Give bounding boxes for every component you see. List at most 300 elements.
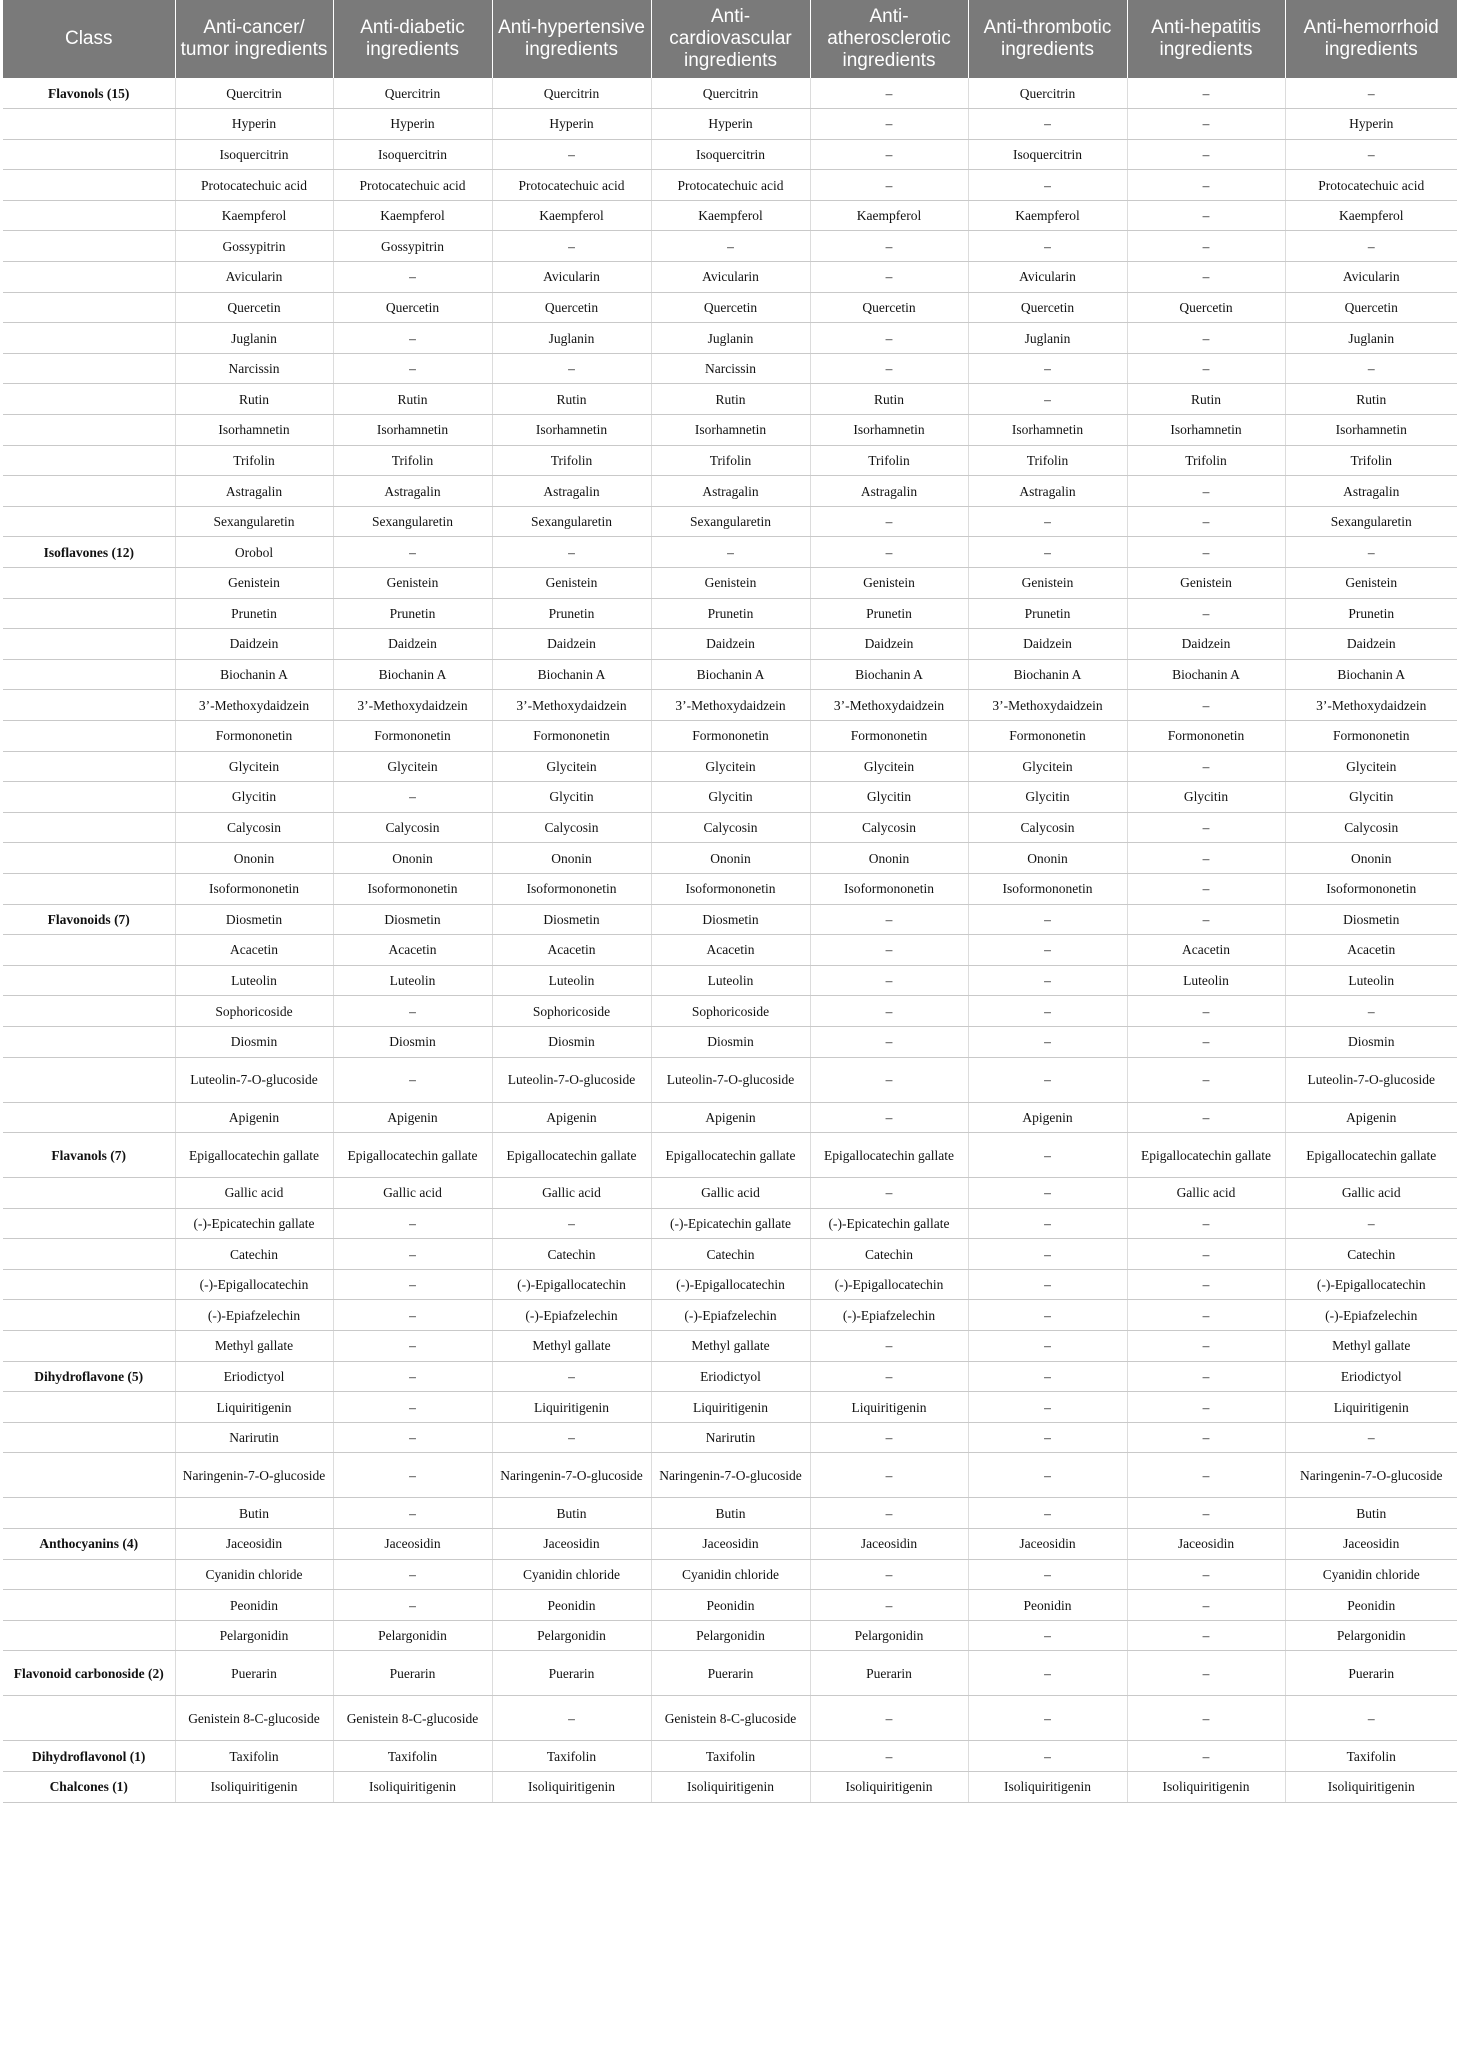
ingredient-cell: Quercetin <box>1127 292 1285 323</box>
ingredient-cell: Avicularin <box>1285 262 1457 293</box>
ingredient-cell: – <box>1127 1361 1285 1392</box>
ingredient-cell: Diosmetin <box>175 904 333 935</box>
ingredient-cell: Pelargonidin <box>492 1620 651 1651</box>
ingredient-cell: (-)-Epicatechin gallate <box>651 1208 810 1239</box>
ingredient-cell: Diosmin <box>492 1026 651 1057</box>
ingredient-cell: Kaempferol <box>968 200 1127 231</box>
table-row <box>3 353 1457 384</box>
ingredient-cell: Calycosin <box>1285 812 1457 843</box>
ingredient-cell: Quercetin <box>492 292 651 323</box>
ingredient-cell: Taxifolin <box>492 1741 651 1772</box>
table-row <box>3 1178 1457 1209</box>
ingredient-cell: – <box>810 231 968 262</box>
class-cell <box>3 292 175 323</box>
ingredient-cell: Pelargonidin <box>333 1620 492 1651</box>
ingredient-cell: – <box>968 1361 1127 1392</box>
ingredient-cell: – <box>651 537 810 568</box>
ingredient-cell: – <box>1127 904 1285 935</box>
ingredient-cell: Peonidin <box>1285 1590 1457 1621</box>
ingredient-cell: Protocatechuic acid <box>651 170 810 201</box>
ingredient-cell: Biochanin A <box>1127 659 1285 690</box>
ingredient-cell: – <box>1127 598 1285 629</box>
ingredient-cell: Genistein <box>1285 568 1457 599</box>
column-header: Class <box>3 0 175 78</box>
ingredient-cell: Protocatechuic acid <box>175 170 333 201</box>
ingredient-cell: Rutin <box>333 384 492 415</box>
ingredient-cell: – <box>1285 1208 1457 1239</box>
ingredient-cell: – <box>968 1422 1127 1453</box>
ingredient-cell: Methyl gallate <box>492 1331 651 1362</box>
ingredient-cell: Epigallocatechin gallate <box>175 1133 333 1178</box>
table-row <box>3 812 1457 843</box>
ingredient-cell: – <box>1127 1741 1285 1772</box>
ingredient-cell: Astragalin <box>810 476 968 507</box>
table-row <box>3 751 1457 782</box>
ingredient-cell: Formononetin <box>968 720 1127 751</box>
ingredient-cell: Hyperin <box>333 109 492 140</box>
class-cell <box>3 476 175 507</box>
ingredient-cell: Ononin <box>333 843 492 874</box>
class-cell <box>3 1300 175 1331</box>
ingredient-cell: – <box>810 1453 968 1498</box>
ingredient-cell: Isorhamnetin <box>810 415 968 446</box>
ingredient-cell: Daidzein <box>810 629 968 660</box>
ingredient-cell: – <box>1127 690 1285 721</box>
ingredient-cell: Rutin <box>1285 384 1457 415</box>
ingredient-cell: – <box>333 1590 492 1621</box>
ingredient-cell: Catechin <box>810 1239 968 1270</box>
ingredient-cell: Astragalin <box>651 476 810 507</box>
ingredient-cell: – <box>333 1392 492 1423</box>
ingredient-cell: Sexangularetin <box>175 506 333 537</box>
ingredient-cell: Acacetin <box>651 935 810 966</box>
column-header: Anti-cardiovascular ingredients <box>651 0 810 78</box>
table-row <box>3 445 1457 476</box>
ingredient-cell: – <box>968 353 1127 384</box>
ingredient-cell: Naringenin-7-O-glucoside <box>1285 1453 1457 1498</box>
table-row <box>3 1102 1457 1133</box>
class-cell <box>3 568 175 599</box>
ingredient-cell: Sexangularetin <box>333 506 492 537</box>
ingredient-cell: Naringenin-7-O-glucoside <box>175 1453 333 1498</box>
ingredient-cell: (-)-Epicatechin gallate <box>810 1208 968 1239</box>
table-row <box>3 1239 1457 1270</box>
ingredient-cell: Glycitein <box>968 751 1127 782</box>
ingredient-cell: Puerarin <box>1285 1651 1457 1696</box>
ingredient-cell: – <box>810 537 968 568</box>
ingredient-cell: – <box>968 1178 1127 1209</box>
ingredient-cell: Protocatechuic acid <box>492 170 651 201</box>
ingredient-cell: Glycitin <box>968 782 1127 813</box>
ingredient-cell: – <box>492 1361 651 1392</box>
class-cell: Flavonoids (7) <box>3 904 175 935</box>
class-cell <box>3 384 175 415</box>
ingredient-cell: Jaceosidin <box>333 1529 492 1560</box>
class-cell <box>3 1102 175 1133</box>
ingredient-cell: Peonidin <box>492 1590 651 1621</box>
ingredient-cell: – <box>1127 1620 1285 1651</box>
ingredient-cell: – <box>333 1498 492 1529</box>
ingredient-cell: Ononin <box>1285 843 1457 874</box>
class-cell: Chalcones (1) <box>3 1772 175 1803</box>
ingredient-cell: Luteolin-7-O-glucoside <box>492 1057 651 1102</box>
ingredient-cell: Jaceosidin <box>968 1529 1127 1560</box>
ingredient-cell: Isoliquiritigenin <box>968 1772 1127 1803</box>
ingredient-cell: Isorhamnetin <box>175 415 333 446</box>
ingredient-cell: – <box>651 231 810 262</box>
ingredient-cell: – <box>968 1498 1127 1529</box>
ingredient-cell: Diosmin <box>1285 1026 1457 1057</box>
ingredient-cell: – <box>333 996 492 1027</box>
ingredient-cell: Hyperin <box>175 109 333 140</box>
class-cell <box>3 659 175 690</box>
class-cell: Dihydroflavonol (1) <box>3 1741 175 1772</box>
ingredient-cell: Genistein <box>175 568 333 599</box>
ingredient-cell: – <box>492 353 651 384</box>
ingredient-cell: – <box>333 537 492 568</box>
ingredient-cell: Glycitin <box>1127 782 1285 813</box>
ingredient-cell: Daidzein <box>492 629 651 660</box>
ingredient-cell: – <box>968 1300 1127 1331</box>
class-cell <box>3 1269 175 1300</box>
ingredient-cell: Quercetin <box>651 292 810 323</box>
ingredient-cell: Quercitrin <box>492 78 651 109</box>
ingredient-cell: Epigallocatechin gallate <box>651 1133 810 1178</box>
ingredient-cell: Quercetin <box>175 292 333 323</box>
ingredient-cell: – <box>968 904 1127 935</box>
table-row <box>3 1620 1457 1651</box>
table-row <box>3 415 1457 446</box>
ingredient-cell: Gallic acid <box>333 1178 492 1209</box>
ingredient-cell: – <box>968 1392 1127 1423</box>
ingredient-cell: – <box>1127 1102 1285 1133</box>
ingredient-cell: (-)-Epiafzelechin <box>175 1300 333 1331</box>
ingredient-cell: Trifolin <box>810 445 968 476</box>
ingredient-cell: Trifolin <box>1285 445 1457 476</box>
ingredient-cell: (-)-Epiafzelechin <box>1285 1300 1457 1331</box>
ingredient-cell: Liquiritigenin <box>175 1392 333 1423</box>
ingredient-cell: Avicularin <box>651 262 810 293</box>
table-row <box>3 1269 1457 1300</box>
ingredient-cell: Biochanin A <box>651 659 810 690</box>
ingredient-cell: Avicularin <box>968 262 1127 293</box>
table-row <box>3 1529 1457 1560</box>
ingredient-cell: Catechin <box>1285 1239 1457 1270</box>
ingredient-cell: – <box>1127 262 1285 293</box>
ingredient-cell: Jaceosidin <box>175 1529 333 1560</box>
ingredient-cell: Formononetin <box>810 720 968 751</box>
ingredient-cell: – <box>968 109 1127 140</box>
ingredient-cell: Protocatechuic acid <box>333 170 492 201</box>
column-header: Anti-hepatitis ingredients <box>1127 0 1285 78</box>
ingredient-cell: Daidzein <box>1127 629 1285 660</box>
ingredient-cell: – <box>492 139 651 170</box>
column-header: Anti-diabetic ingredients <box>333 0 492 78</box>
table-row <box>3 1590 1457 1621</box>
table-row <box>3 904 1457 935</box>
ingredient-cell: Kaempferol <box>333 200 492 231</box>
ingredient-cell: Isoliquiritigenin <box>333 1772 492 1803</box>
ingredient-cell: – <box>810 1102 968 1133</box>
class-cell <box>3 598 175 629</box>
class-cell <box>3 1453 175 1498</box>
ingredient-cell: Genistein <box>333 568 492 599</box>
ingredient-cell: Daidzein <box>175 629 333 660</box>
table-row <box>3 1741 1457 1772</box>
ingredient-cell: Jaceosidin <box>1285 1529 1457 1560</box>
ingredient-cell: Isoliquiritigenin <box>810 1772 968 1803</box>
ingredient-cell: Isoquercitrin <box>651 139 810 170</box>
class-cell <box>3 1392 175 1423</box>
ingredient-cell: – <box>1127 1696 1285 1741</box>
class-cell <box>3 1239 175 1270</box>
ingredient-cell: – <box>968 935 1127 966</box>
table-row <box>3 598 1457 629</box>
ingredient-cell: – <box>1127 1559 1285 1590</box>
class-cell <box>3 231 175 262</box>
ingredient-cell: – <box>1127 1269 1285 1300</box>
ingredient-cell: Daidzein <box>333 629 492 660</box>
ingredient-cell: Quercitrin <box>333 78 492 109</box>
ingredient-cell: Prunetin <box>1285 598 1457 629</box>
ingredient-cell: Formononetin <box>651 720 810 751</box>
ingredient-cell: – <box>968 1026 1127 1057</box>
ingredient-cell: Glycitein <box>333 751 492 782</box>
ingredient-cell: Peonidin <box>651 1590 810 1621</box>
ingredient-cell: Butin <box>492 1498 651 1529</box>
ingredient-cell: – <box>1127 812 1285 843</box>
ingredient-cell: – <box>1127 1651 1285 1696</box>
ingredient-cell: Biochanin A <box>810 659 968 690</box>
ingredient-cell: Trifolin <box>968 445 1127 476</box>
class-cell <box>3 262 175 293</box>
ingredient-cell: Pelargonidin <box>175 1620 333 1651</box>
ingredient-cell: Glycitein <box>175 751 333 782</box>
ingredient-cell: Jaceosidin <box>492 1529 651 1560</box>
ingredient-cell: – <box>968 537 1127 568</box>
ingredient-cell: 3’-Methoxydaidzein <box>1285 690 1457 721</box>
ingredient-cell: – <box>810 1559 968 1590</box>
ingredient-cell: – <box>1127 476 1285 507</box>
ingredient-cell: Biochanin A <box>492 659 651 690</box>
ingredient-cell: Kaempferol <box>810 200 968 231</box>
ingredient-cell: Trifolin <box>333 445 492 476</box>
ingredient-cell: – <box>968 1651 1127 1696</box>
ingredient-cell: Quercitrin <box>651 78 810 109</box>
class-cell <box>3 1178 175 1209</box>
ingredient-cell: Avicularin <box>492 262 651 293</box>
ingredient-cell: – <box>1127 1453 1285 1498</box>
table-row <box>3 1422 1457 1453</box>
ingredient-cell: – <box>810 262 968 293</box>
ingredient-cell: – <box>810 323 968 354</box>
ingredient-cell: – <box>810 1361 968 1392</box>
ingredient-cell: Hyperin <box>492 109 651 140</box>
ingredient-cell: Astragalin <box>1285 476 1457 507</box>
ingredient-cell: 3’-Methoxydaidzein <box>492 690 651 721</box>
table-row <box>3 996 1457 1027</box>
ingredient-cell: Genistein 8-C-glucoside <box>333 1696 492 1741</box>
ingredient-cell: – <box>968 996 1127 1027</box>
class-cell: Isoflavones (12) <box>3 537 175 568</box>
ingredient-cell: – <box>1127 751 1285 782</box>
ingredient-cell: Jaceosidin <box>1127 1529 1285 1560</box>
ingredient-cell: Kaempferol <box>651 200 810 231</box>
ingredient-cell: Gallic acid <box>175 1178 333 1209</box>
ingredient-cell: Isoformononetin <box>968 873 1127 904</box>
ingredient-cell: – <box>968 506 1127 537</box>
ingredient-cell: – <box>968 384 1127 415</box>
class-cell <box>3 690 175 721</box>
ingredient-cell: (-)-Epiafzelechin <box>651 1300 810 1331</box>
ingredient-cell: – <box>810 1696 968 1741</box>
ingredient-cell: – <box>968 170 1127 201</box>
ingredient-cell: Isorhamnetin <box>651 415 810 446</box>
table-row <box>3 720 1457 751</box>
ingredient-cell: Diosmin <box>651 1026 810 1057</box>
ingredient-cell: Diosmetin <box>492 904 651 935</box>
ingredient-cell: Taxifolin <box>175 1741 333 1772</box>
ingredient-cell: – <box>810 1331 968 1362</box>
ingredient-cell: – <box>810 1178 968 1209</box>
ingredient-cell: Calycosin <box>651 812 810 843</box>
table-row <box>3 537 1457 568</box>
ingredient-cell: (-)-Epigallocatechin <box>175 1269 333 1300</box>
ingredient-cell: Puerarin <box>492 1651 651 1696</box>
ingredient-cell: Gossypitrin <box>333 231 492 262</box>
ingredient-cell: Methyl gallate <box>175 1331 333 1362</box>
ingredient-cell: Isoquercitrin <box>968 139 1127 170</box>
ingredient-cell: Astragalin <box>968 476 1127 507</box>
ingredient-cell: Juglanin <box>492 323 651 354</box>
ingredient-cell: (-)-Epiafzelechin <box>810 1300 968 1331</box>
class-cell <box>3 1498 175 1529</box>
class-cell <box>3 935 175 966</box>
ingredient-cell: Isorhamnetin <box>333 415 492 446</box>
ingredient-cell: Apigenin <box>492 1102 651 1133</box>
ingredient-cell: Methyl gallate <box>651 1331 810 1362</box>
ingredient-cell: – <box>1127 139 1285 170</box>
ingredient-cell: Isoliquiritigenin <box>1285 1772 1457 1803</box>
ingredient-cell: Glycitin <box>651 782 810 813</box>
ingredient-cell: Isoformononetin <box>651 873 810 904</box>
ingredients-table-container <box>3 0 1457 1803</box>
class-cell <box>3 1559 175 1590</box>
ingredient-cell: – <box>492 231 651 262</box>
ingredient-cell: Luteolin <box>651 965 810 996</box>
table-row <box>3 935 1457 966</box>
table-row <box>3 1772 1457 1803</box>
table-row <box>3 1392 1457 1423</box>
ingredient-cell: Formononetin <box>1127 720 1285 751</box>
ingredient-cell: – <box>333 1361 492 1392</box>
ingredient-cell: Juglanin <box>1285 323 1457 354</box>
table-header <box>3 0 1457 78</box>
ingredient-cell: – <box>333 782 492 813</box>
ingredient-cell: Eriodictyol <box>175 1361 333 1392</box>
ingredient-cell: Luteolin-7-O-glucoside <box>175 1057 333 1102</box>
ingredient-cell: Epigallocatechin gallate <box>1285 1133 1457 1178</box>
ingredient-cell: – <box>1285 353 1457 384</box>
ingredient-cell: Isoformononetin <box>810 873 968 904</box>
class-cell <box>3 445 175 476</box>
table-row <box>3 262 1457 293</box>
ingredient-cell: Calycosin <box>492 812 651 843</box>
ingredient-cell: Apigenin <box>651 1102 810 1133</box>
ingredient-cell: Gossypitrin <box>175 231 333 262</box>
ingredient-cell: Prunetin <box>492 598 651 629</box>
ingredient-cell: Pelargonidin <box>810 1620 968 1651</box>
ingredient-cell: Gallic acid <box>492 1178 651 1209</box>
ingredient-cell: Kaempferol <box>492 200 651 231</box>
ingredient-cell: Apigenin <box>1285 1102 1457 1133</box>
ingredient-cell: – <box>492 537 651 568</box>
table-row <box>3 476 1457 507</box>
table-row <box>3 965 1457 996</box>
ingredient-cell: – <box>810 904 968 935</box>
ingredient-cell: Cyanidin chloride <box>492 1559 651 1590</box>
ingredient-cell: Rutin <box>810 384 968 415</box>
ingredient-cell: Kaempferol <box>1285 200 1457 231</box>
ingredient-cell: – <box>1127 537 1285 568</box>
table-row <box>3 843 1457 874</box>
class-cell <box>3 506 175 537</box>
class-cell <box>3 353 175 384</box>
ingredient-cell: Quercitrin <box>968 78 1127 109</box>
ingredient-cell: – <box>810 996 968 1027</box>
ingredient-cell: Apigenin <box>333 1102 492 1133</box>
ingredient-cell: (-)-Epicatechin gallate <box>175 1208 333 1239</box>
class-cell <box>3 843 175 874</box>
ingredient-cell: Naringenin-7-O-glucoside <box>651 1453 810 1498</box>
ingredient-cell: Astragalin <box>175 476 333 507</box>
header-row <box>3 0 1457 78</box>
ingredient-cell: – <box>810 935 968 966</box>
ingredient-cell: Genistein 8-C-glucoside <box>175 1696 333 1741</box>
class-cell <box>3 782 175 813</box>
table-row <box>3 384 1457 415</box>
ingredient-cell: Narirutin <box>175 1422 333 1453</box>
ingredient-cell: – <box>810 170 968 201</box>
class-cell <box>3 1422 175 1453</box>
ingredient-cell: Epigallocatechin gallate <box>810 1133 968 1178</box>
ingredient-cell: Cyanidin chloride <box>1285 1559 1457 1590</box>
ingredient-cell: Isoformononetin <box>1285 873 1457 904</box>
ingredient-cell: Sexangularetin <box>1285 506 1457 537</box>
ingredient-cell: Naringenin-7-O-glucoside <box>492 1453 651 1498</box>
ingredient-cell: – <box>333 262 492 293</box>
ingredient-cell: Catechin <box>175 1239 333 1270</box>
ingredient-cell: Acacetin <box>1285 935 1457 966</box>
class-cell <box>3 1208 175 1239</box>
column-header: Anti-hemorrhoid ingredients <box>1285 0 1457 78</box>
table-row <box>3 1559 1457 1590</box>
class-cell <box>3 139 175 170</box>
ingredient-cell: Epigallocatechin gallate <box>492 1133 651 1178</box>
ingredient-cell: Protocatechuic acid <box>1285 170 1457 201</box>
ingredient-cell: Cyanidin chloride <box>651 1559 810 1590</box>
class-cell <box>3 323 175 354</box>
ingredient-cell: – <box>1127 1026 1285 1057</box>
ingredient-cell: Cyanidin chloride <box>175 1559 333 1590</box>
class-cell <box>3 1696 175 1741</box>
ingredient-cell: Daidzein <box>1285 629 1457 660</box>
ingredient-cell: – <box>1127 843 1285 874</box>
ingredient-cell: Glycitein <box>492 751 651 782</box>
class-cell <box>3 1057 175 1102</box>
ingredient-cell: Catechin <box>651 1239 810 1270</box>
ingredient-cell: Juglanin <box>175 323 333 354</box>
